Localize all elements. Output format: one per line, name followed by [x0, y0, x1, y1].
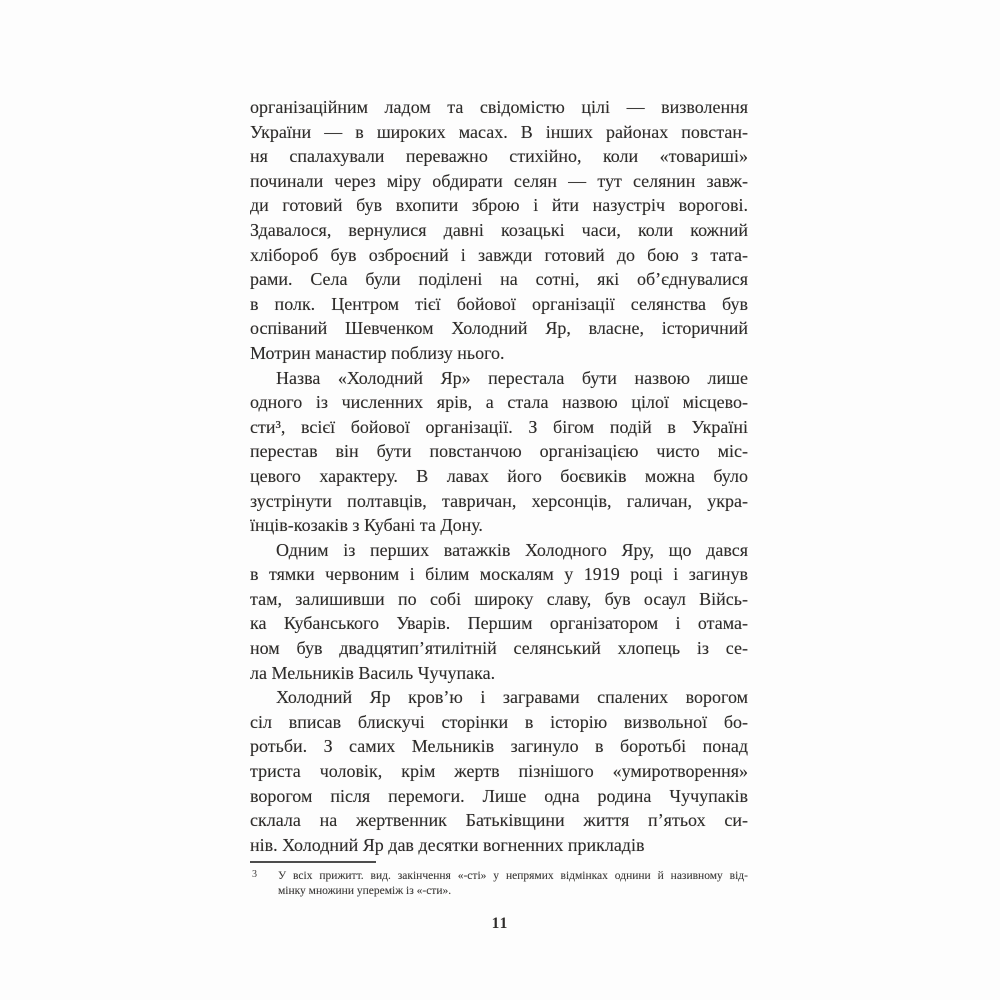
text-line: ня спалахували переважно стихійно, коли «товариші»	[250, 146, 748, 167]
text-line: організаційним ладом та свідомістю цілі — визволення	[250, 97, 748, 117]
text-line: сти³, всієї бойової організації. З бігом подій в Україні	[250, 416, 748, 437]
text-line: їнців-козаків з Кубані та Дону.	[250, 515, 483, 536]
text-line: Здавалося, вернулися давні козацькі часи, коли кожний	[250, 219, 748, 240]
text-line: одного із численних ярів, а стала назвою цілої місцево-	[250, 392, 748, 413]
footnote	[250, 869, 748, 899]
text-line: цевого характеру. В лавах його боєвиків можна було	[250, 465, 748, 486]
text-block	[250, 95, 748, 857]
page-number: 11	[491, 915, 509, 932]
text-line: ла Мельників Василь Чучупака.	[250, 662, 496, 683]
text-line: ном був двадцятип’ятилітній селянський хлопець із се-	[250, 638, 748, 659]
text-line: Мотрин манастир поблизу нього.	[250, 342, 505, 363]
footnote-line: У всіх прижитт. вид. закінчення «-сті» у непрямих відмінках однини й називному від-	[278, 870, 748, 882]
footnote-line: мінку множини упереміж із «-сти».	[278, 885, 452, 897]
paragraph	[250, 95, 748, 366]
text-line: Холодний Яр кров’ю і загравами спалених ворогом	[276, 687, 748, 708]
text-line: зустрінути полтавців, тавричан, херсонців, галичан, укра-	[250, 490, 748, 511]
text-line: в полк. Центром тієї бойової організації селянства був	[250, 293, 748, 314]
text-line: ка Кубанського Уварів. Першим організатором і отама-	[250, 613, 748, 634]
text-line: триста чоловік, крім жертв пізнішого «умиротворення»	[250, 761, 748, 782]
text-line: ворогом після перемоги. Лише одна родина Чучупаків	[250, 785, 748, 806]
text-line: там, залишивши по собі широку славу, був осаул Війсь-	[250, 588, 748, 609]
text-line: Одним із перших ватажків Холодного Яру, що дався	[276, 539, 748, 560]
text-line: хлібороб був озброєний і завжди готовий до бою з тата-	[250, 244, 748, 265]
text-line: оспіваний Шевченком Холодний Яр, власне, історичний	[250, 318, 748, 339]
text-line: Назва «Холодний Яр» перестала бути назвою лише	[276, 367, 748, 388]
text-line: рами. Села були поділені на сотні, які об’єднувалися	[250, 269, 748, 290]
text-line: перестав він бути повстанчою організацією чисто міс-	[250, 441, 748, 462]
text-line: ротьби. З самих Мельників загинуло в боротьбі понад	[250, 736, 748, 757]
text-line: нів. Холодний Яр дав десятки вогненних прикладів	[250, 834, 645, 855]
paragraph	[250, 538, 748, 686]
paragraph	[250, 685, 748, 857]
text-line: склала на жертвенник Батьківщини життя п’ятьох си-	[250, 810, 748, 831]
paragraph	[250, 366, 748, 538]
text-line: ди готовий був вхопити зброю і йти назустріч ворогові.	[250, 195, 748, 216]
text-line: сіл вписав блискучі сторінки в історію визвольної бо-	[250, 711, 748, 732]
text-line: в тямки червоним і білим москалям у 1919 році і загинув	[250, 564, 748, 585]
text-line: України — в широких масах. В інших районах повстан-	[250, 121, 748, 142]
footnote-separator-rule	[250, 861, 376, 863]
text-line: починали через міру обдирати селян — тут селянин завж-	[250, 170, 748, 191]
footnote-marker: 3	[252, 869, 257, 880]
footnote-lines	[278, 869, 748, 899]
